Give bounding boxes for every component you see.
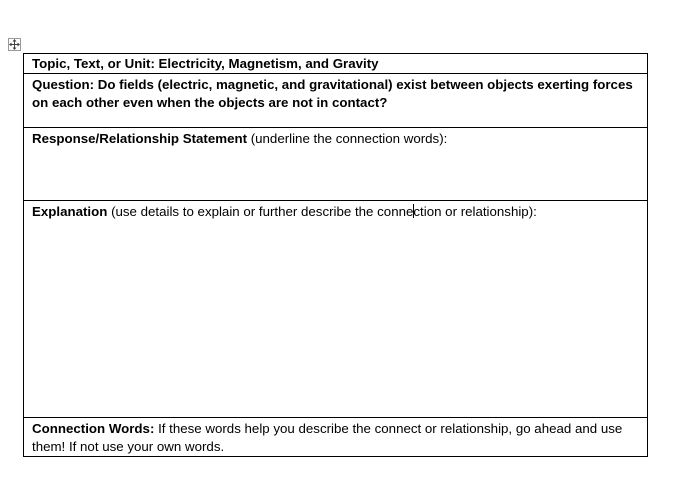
table-row-topic [24,54,648,74]
explanation-instruction-start: (use details to explain or further describe the conne [107,204,414,219]
connection-label: Connection Words: [32,421,155,436]
explanation-cell[interactable] [24,201,648,418]
table-row-connection [24,418,648,457]
response-instruction: (underline the connection words): [247,131,448,146]
topic-text: Topic, Text, or Unit: Electricity, Magnetism, and Gravity [32,56,379,71]
table-row-question [24,74,648,128]
topic-cell[interactable] [24,54,648,74]
explanation-label: Explanation [32,204,108,219]
table-row-response [24,128,648,201]
table-row-explanation [24,201,648,418]
table-move-handle-icon[interactable] [8,38,21,51]
explanation-instruction-end: ction or relationship): [413,204,537,219]
question-cell[interactable] [24,74,648,128]
document-table [23,53,648,457]
connection-text: If these words help you describe the connect or relationship, go ahead and use them! If not use your own words. [32,421,623,454]
response-cell[interactable] [24,128,648,201]
question-text: Question: Do fields (electric, magnetic, and gravitational) exist between objects exerting forces on each other even when the objects are not in contact? [32,77,633,110]
connection-cell[interactable] [24,418,648,457]
response-label: Response/Relationship Statement [32,131,248,146]
